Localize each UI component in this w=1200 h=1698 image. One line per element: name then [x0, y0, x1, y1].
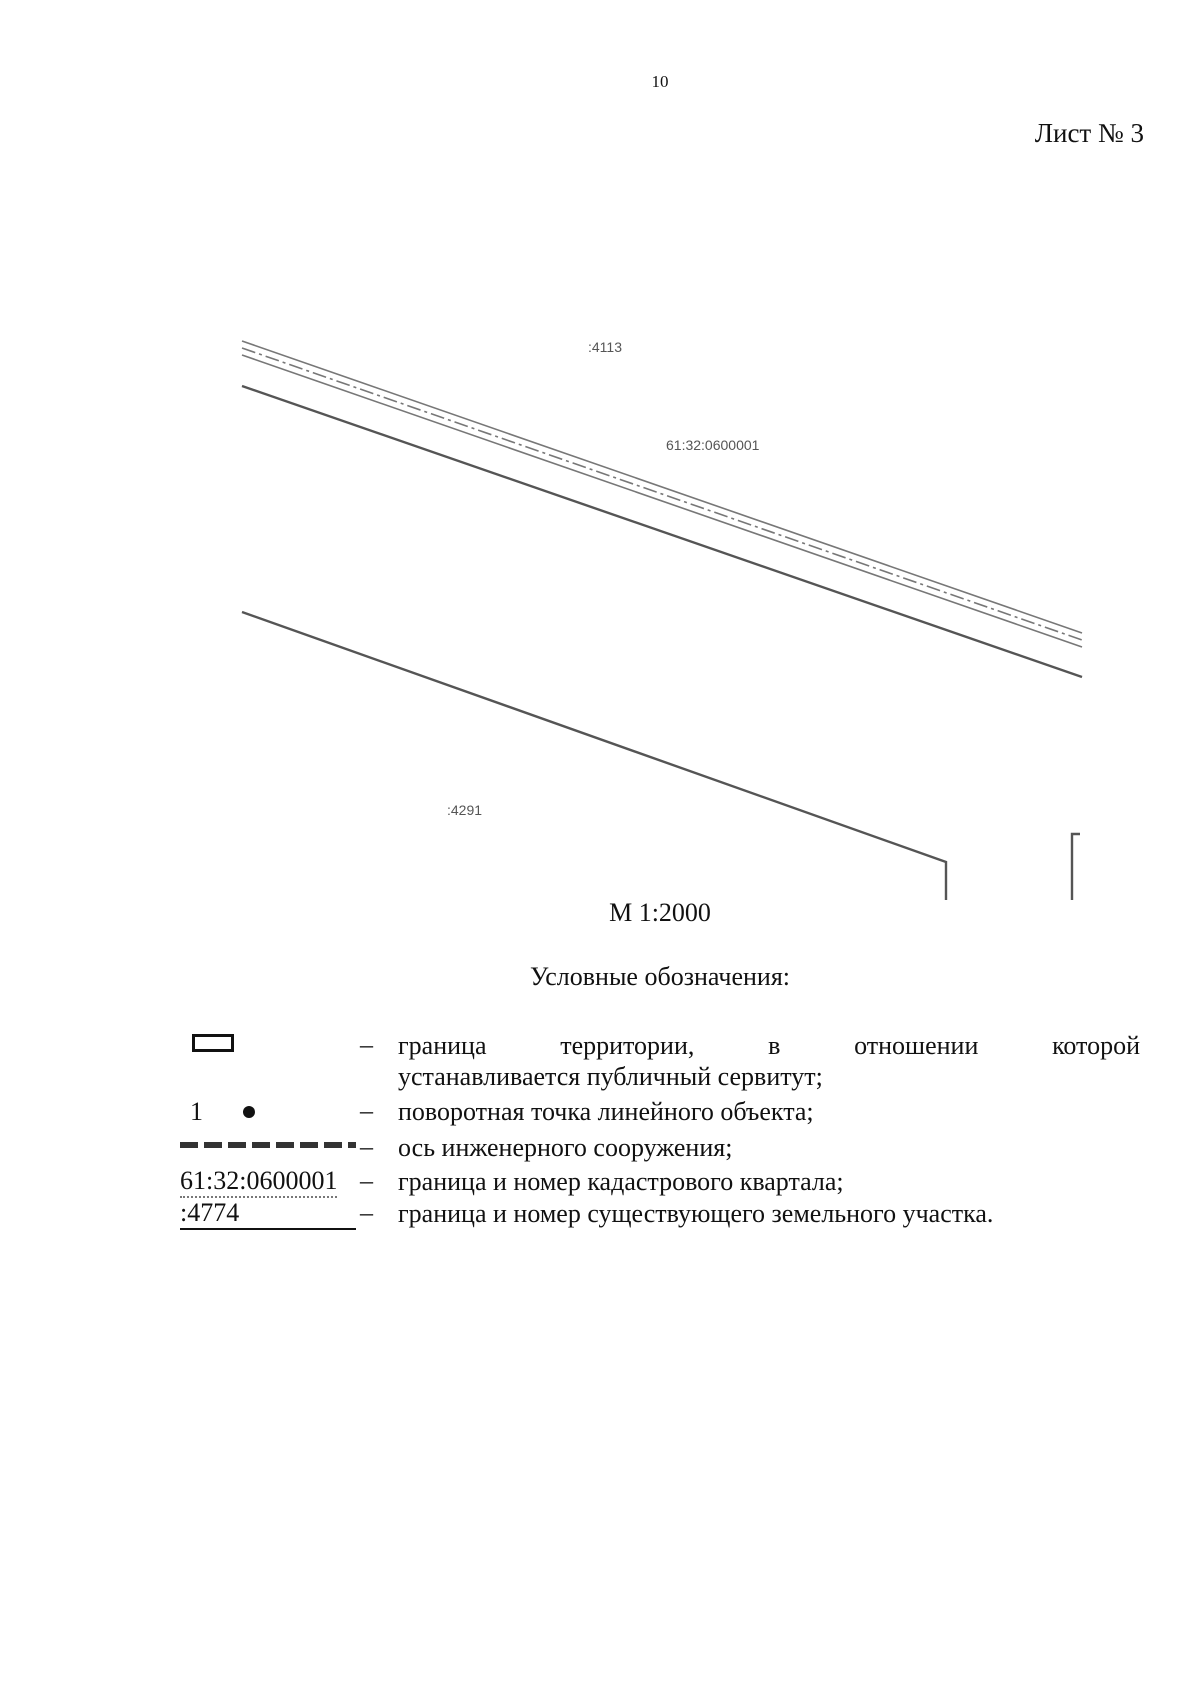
- parcel-boundary-line: [242, 612, 946, 900]
- legend-row: [180, 1096, 1140, 1132]
- legend-row: [180, 1198, 1140, 1232]
- page-number: 10: [651, 72, 669, 91]
- legend-dash: –: [360, 1096, 373, 1125]
- legend-row: [180, 1132, 1140, 1166]
- legend-dash: –: [360, 1132, 373, 1161]
- parcel-number-sample: :4774: [180, 1198, 356, 1230]
- legend-dash: –: [360, 1198, 373, 1227]
- legend-text: граница и номер кадастрового квартала;: [398, 1167, 844, 1196]
- legend-title: Условные обозначения:: [529, 962, 791, 991]
- parcel-label-bottom: :4291: [447, 802, 483, 818]
- engineering-structure-axis: [242, 341, 1082, 647]
- boundary-rectangle-icon: [192, 1034, 234, 1052]
- legend-text: поворотная точка линейного объекта;: [398, 1097, 814, 1126]
- legend-text: устанавливается публичный сервитут;: [398, 1062, 823, 1091]
- legend-row: [180, 1166, 1140, 1198]
- cadastral-quarter-sample: 61:32:0600001: [180, 1166, 337, 1198]
- legend: [180, 1030, 1140, 1232]
- point-dot-icon: [243, 1106, 255, 1118]
- map-scale: М 1:2000: [609, 898, 711, 927]
- sheet-label: Лист № 3: [1034, 118, 1144, 148]
- parcel-label-top: :4113: [588, 339, 622, 355]
- parcel-boundary-right: [1072, 834, 1080, 900]
- legend-text: граница и номер существующего земельного участка.: [398, 1199, 994, 1228]
- cadastral-quarter-label: 61:32:0600001: [666, 437, 760, 453]
- legend-text: ось инженерного сооружения;: [398, 1133, 733, 1162]
- legend-dash: –: [360, 1030, 373, 1059]
- legend-row: [180, 1030, 1140, 1096]
- turning-point-number: 1: [190, 1097, 203, 1126]
- quarter-boundary-line: [242, 386, 1082, 677]
- legend-text: граница территории, в отношении которой: [398, 1031, 1140, 1060]
- dash-dot-line-icon: [180, 1142, 356, 1148]
- legend-dash: –: [360, 1166, 373, 1195]
